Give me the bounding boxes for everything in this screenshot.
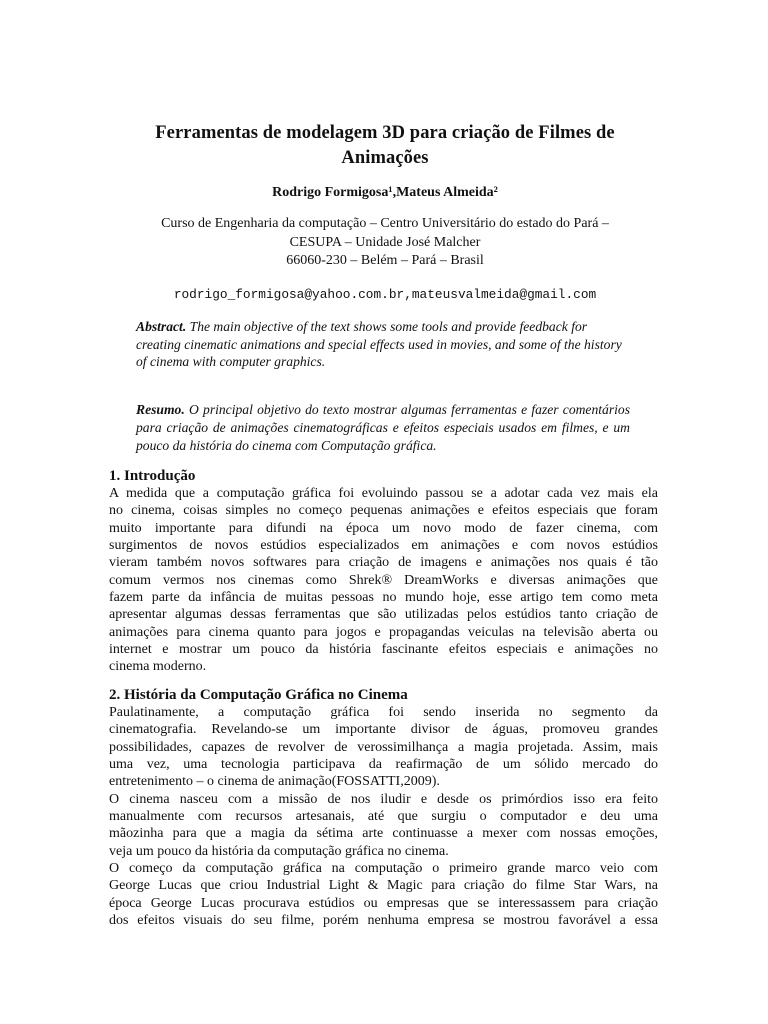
body-text-line: internet e mostrar um pouco da história fascinante efeitos especiais e animações no xyxy=(109,642,658,658)
body-text-line: uma vez, uma tecnologia participava da reafirmação de um sólido mercado do xyxy=(109,757,658,773)
section-heading-introducao: 1. Introdução xyxy=(109,468,196,484)
body-text-line: O cinema nasceu com a missão de nos iludir e desde os primórdios isso era feito xyxy=(109,791,658,807)
section-body-introducao xyxy=(109,485,658,676)
body-text-line: O começo da computação gráfica na computação o primeiro grande marco veio com xyxy=(109,861,658,877)
body-text-line: George Lucas que criou Industrial Light & Magic para criação do filme Star Wars, na xyxy=(109,878,658,894)
body-text-line: apresentar algumas dessas ferramentas que são utilizadas pelos estúdios tanto criação de xyxy=(109,607,658,623)
author-affiliation xyxy=(120,215,650,271)
body-text-line: fazem parte da infância de muitas pessoas no mundo hoje, esse artigo tem como meta xyxy=(109,590,658,606)
body-text-line: manualmente com recursos artesanais, até que surgiu o computador e deu uma xyxy=(109,809,658,825)
paper-authors: Rodrigo Formigosa¹,Mateus Almeida² xyxy=(272,185,498,200)
body-text-line: comum vermos nos cinemas como Shrek® DreamWorks e diversas animações que xyxy=(109,572,658,588)
body-text-line: vieram também novos softwares para criação de imagens e animações nos quais é tão xyxy=(109,555,658,571)
abstract-text: The main objective of the text shows some tools and provide feedback for creating cinematic animations and special effects used in movies, and some of the history of cinema with computer graphics. xyxy=(136,319,622,369)
body-text-line: cinema moderno. xyxy=(109,659,207,675)
affiliation-line: CESUPA – Unidade José Malcher xyxy=(289,234,481,250)
resumo-label: Resumo. xyxy=(136,402,185,417)
body-text-line: Paulatinamente, a computação gráfica foi sendo inserida no segmento da xyxy=(109,705,658,720)
body-text-line: mãozinha para que a magia da sétima arte continuasse a mexer com nossas emoções, xyxy=(109,826,658,842)
abstract-paragraph xyxy=(136,318,630,371)
body-text-line: cinematografia. Revelando-se um importante divisor de águas, promoveu grandes xyxy=(109,722,658,738)
affiliation-line: Curso de Engenharia da computação – Centro Universitário do estado do Pará – xyxy=(161,216,609,231)
body-text-line: surgimentos de novos estúdios especializados em animações e com novos estúdios xyxy=(109,538,658,554)
body-text-line: veja um pouco da história da computação gráfica no cinema. xyxy=(109,843,449,859)
body-text-line: dos efeitos visuais do seu filme, porém nenhuma empresa se mostrou favorável a essa xyxy=(109,913,658,929)
body-text-line: possibilidades, capazes de revolver de verossimilhança a magia projetada. Assim, mais xyxy=(109,739,658,755)
affiliation-line: 66060-230 – Belém – Pará – Brasil xyxy=(286,253,484,268)
section-body-historia xyxy=(109,704,658,929)
paper-title: Ferramentas de modelagem 3D para criação de Filmes de Animações xyxy=(155,123,615,168)
resumo-text: O principal objetivo do texto mostrar algumas ferramentas e fazer comentários para criação de animações cinematográficas e efeitos especiais usados em filmes, e um pouco da história do cinema com Computação gráfica. xyxy=(136,402,630,453)
resumo-paragraph xyxy=(136,401,630,455)
abstract-label: Abstract. xyxy=(136,319,187,334)
body-text-line: animações para cinema quanto para jogos e propagandas veiculas na televisão aberta ou xyxy=(109,624,658,640)
body-text-line: A medida que a computação gráfica foi evoluindo passou se a adotar cada vez mais ela xyxy=(109,486,658,501)
body-text-line: época George Lucas procurava estúdios ou empresas que se interessassem para criação xyxy=(109,895,658,911)
section-heading-historia: 2. História da Computação Gráfica no Cinema xyxy=(109,687,408,703)
body-text-line: muito importante para difundi na época um novo modo de fazer cinema, com xyxy=(109,520,658,536)
body-text-line: no cinema, coisas simples no começo pequenas animações e efeitos especiais que foram xyxy=(109,503,658,519)
author-emails: rodrigo_formigosa@yahoo.com.br,mateusvalmeida@gmail.com xyxy=(173,287,597,302)
body-text-line: entretenimento – o cinema de animação(FOSSATTI,2009). xyxy=(109,774,440,790)
